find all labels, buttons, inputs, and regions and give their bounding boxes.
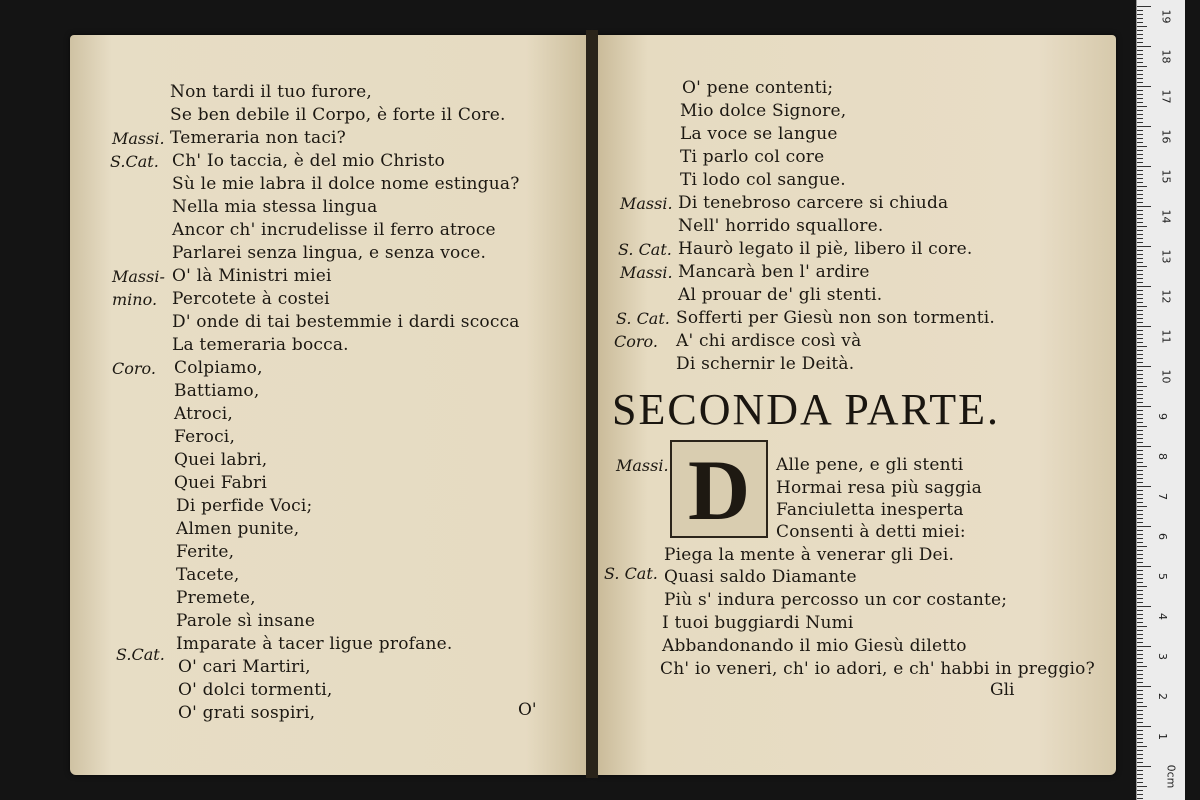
- verse-line: Al prouar de' gli stenti.: [678, 285, 883, 305]
- ruler-tick: [1137, 714, 1143, 715]
- ruler-tick: [1137, 426, 1147, 427]
- ruler-tick: [1137, 106, 1147, 107]
- ruler-tick: [1137, 778, 1143, 779]
- verse-line: Colpiamo,: [174, 358, 263, 378]
- ruler-number: 16: [1159, 129, 1173, 144]
- ruler-number: 9: [1156, 413, 1169, 420]
- ruler-tick: [1137, 730, 1143, 731]
- ruler-tick: [1137, 754, 1143, 755]
- verse-line: Piega la mente à venerar gli Dei.: [664, 545, 955, 565]
- ruler-tick: [1137, 30, 1143, 31]
- ruler-tick: [1137, 686, 1151, 687]
- ruler-tick: [1137, 234, 1143, 235]
- ruler-tick: [1137, 498, 1143, 499]
- ruler-tick: [1137, 630, 1143, 631]
- ruler-tick: [1137, 690, 1143, 691]
- ruler-tick: [1137, 326, 1151, 327]
- ruler-tick: [1137, 258, 1143, 259]
- ruler-tick: [1137, 666, 1147, 667]
- ruler-tick: [1137, 702, 1143, 703]
- ruler-tick: [1137, 254, 1143, 255]
- ruler-tick: [1137, 502, 1143, 503]
- ruler-number: 7: [1156, 493, 1169, 500]
- ruler-tick: [1137, 294, 1143, 295]
- ruler-tick: [1137, 794, 1143, 795]
- ruler-tick: [1137, 634, 1143, 635]
- ruler-tick: [1137, 534, 1143, 535]
- ruler-tick: [1137, 550, 1143, 551]
- ruler-tick: [1137, 790, 1143, 791]
- ruler-tick: [1137, 418, 1143, 419]
- speaker-label: S.Cat.: [116, 645, 165, 664]
- verse-line: Hormai resa più saggia: [776, 478, 983, 498]
- ruler-tick: [1137, 738, 1143, 739]
- ruler-tick: [1137, 342, 1143, 343]
- ruler-tick: [1137, 774, 1143, 775]
- ruler-tick: [1137, 370, 1143, 371]
- ruler-tick: [1137, 582, 1143, 583]
- ruler-tick: [1137, 350, 1143, 351]
- ruler-tick: [1137, 394, 1143, 395]
- ruler-tick: [1137, 462, 1143, 463]
- verse-line: A' chi ardisce così và: [676, 331, 862, 351]
- ruler-number: 12: [1159, 289, 1173, 304]
- ruler-tick: [1137, 214, 1143, 215]
- ruler-tick: [1137, 670, 1143, 671]
- ruler-number: 3: [1156, 653, 1169, 660]
- ruler-tick: [1137, 314, 1143, 315]
- ruler-tick: [1137, 762, 1143, 763]
- ruler-tick: [1137, 398, 1143, 399]
- ruler-number: 2: [1156, 693, 1169, 700]
- ruler-tick: [1137, 422, 1143, 423]
- ruler-tick: [1137, 138, 1143, 139]
- speaker-label: Coro.: [112, 359, 156, 378]
- ruler-tick: [1137, 458, 1143, 459]
- ruler-tick: [1137, 222, 1143, 223]
- verse-line: Parole sì insane: [176, 611, 316, 631]
- ruler-tick: [1137, 766, 1151, 767]
- ruler-number: 17: [1159, 89, 1173, 104]
- speaker-label: S. Cat.: [616, 309, 670, 328]
- ruler-tick: [1137, 118, 1143, 119]
- ruler-tick: [1137, 38, 1143, 39]
- ruler-tick: [1137, 390, 1143, 391]
- verse-line: Ti parlo col core: [680, 147, 825, 167]
- verse-line: Se ben debile il Corpo, è forte il Core.: [170, 105, 506, 125]
- speaker-label: S. Cat.: [604, 564, 658, 583]
- ruler-tick: [1137, 146, 1147, 147]
- ruler-tick: [1137, 142, 1143, 143]
- verse-line: Alle pene, e gli stenti: [776, 455, 964, 475]
- verse-line: La voce se langue: [680, 124, 838, 144]
- ruler-tick: [1137, 798, 1143, 799]
- verse-line: Sù le mie labra il dolce nome estingua?: [172, 174, 520, 194]
- ruler-tick: [1137, 154, 1143, 155]
- ruler-tick: [1137, 250, 1143, 251]
- ruler-tick: [1137, 622, 1143, 623]
- ruler-tick: [1137, 770, 1143, 771]
- ruler-tick: [1137, 610, 1143, 611]
- ruler-tick: [1137, 366, 1151, 367]
- verse-line: O' là Ministri miei: [172, 266, 332, 286]
- ruler-tick: [1137, 70, 1143, 71]
- ruler-tick: [1137, 282, 1143, 283]
- ruler-tick: [1137, 262, 1143, 263]
- ruler-tick: [1137, 62, 1143, 63]
- ruler-number: 4: [1156, 613, 1169, 620]
- ruler-tick: [1137, 22, 1143, 23]
- verse-line: Parlarei senza lingua, e senza voce.: [172, 243, 487, 263]
- ruler-tick: [1137, 678, 1143, 679]
- ruler-tick: [1137, 718, 1143, 719]
- ruler-number: 14: [1159, 209, 1173, 224]
- ruler-tick: [1137, 374, 1143, 375]
- verse-line: Ancor ch' incrudelisse il ferro atroce: [172, 220, 496, 240]
- verse-line: Mancarà ben l' ardire: [678, 262, 870, 282]
- ruler-tick: [1137, 266, 1147, 267]
- verse-line: Consenti à detti miei:: [776, 522, 966, 542]
- ruler-tick: [1137, 750, 1143, 751]
- ruler-tick: [1137, 334, 1143, 335]
- ruler-tick: [1137, 414, 1143, 415]
- ruler-tick: [1137, 578, 1143, 579]
- verse-line: Premete,: [176, 588, 256, 608]
- ruler-tick: [1137, 170, 1143, 171]
- ruler-tick: [1137, 318, 1143, 319]
- ruler-tick: [1137, 438, 1143, 439]
- verse-line: Nell' horrido squallore.: [678, 216, 884, 236]
- speaker-label: S.Cat.: [110, 152, 159, 171]
- verse-line: Nella mia stessa lingua: [172, 197, 378, 217]
- ruler-tick: [1137, 134, 1143, 135]
- ruler-tick: [1137, 186, 1147, 187]
- verse-line: Mio dolce Signore,: [680, 101, 847, 121]
- ruler-tick: [1137, 642, 1143, 643]
- verse-line: Almen punite,: [176, 519, 300, 539]
- ruler-tick: [1137, 470, 1143, 471]
- ruler-tick: [1137, 158, 1143, 159]
- ruler-tick: [1137, 50, 1143, 51]
- ruler-tick: [1137, 290, 1143, 291]
- ruler-tick: [1137, 246, 1151, 247]
- verse-line: Ti lodo col sangue.: [680, 170, 846, 190]
- ruler-tick: [1137, 490, 1143, 491]
- ruler-tick: [1137, 486, 1151, 487]
- ruler-tick: [1137, 182, 1143, 183]
- section-heading: SECONDA PARTE.: [612, 385, 1001, 434]
- ruler-tick: [1137, 466, 1147, 467]
- ruler-tick: [1137, 706, 1147, 707]
- verse-line: Ch' Io taccia, è del mio Christo: [172, 151, 445, 171]
- ruler-tick: [1137, 434, 1143, 435]
- ruler-tick: [1137, 98, 1143, 99]
- ruler-tick: [1137, 698, 1143, 699]
- ruler-number: 8: [1156, 453, 1169, 460]
- ruler-tick: [1137, 566, 1151, 567]
- ruler-number: 5: [1156, 573, 1169, 580]
- ruler-tick: [1137, 638, 1143, 639]
- ruler-tick: [1137, 6, 1151, 7]
- ruler-tick: [1137, 94, 1143, 95]
- ruler-tick: [1137, 786, 1147, 787]
- ruler-tick: [1137, 202, 1143, 203]
- speaker-label: S. Cat.: [618, 240, 672, 259]
- ruler-tick: [1137, 382, 1143, 383]
- speaker-label: Massi.: [620, 263, 673, 282]
- ruler-tick: [1137, 590, 1143, 591]
- ruler-tick: [1137, 242, 1143, 243]
- ruler-tick: [1137, 554, 1143, 555]
- ruler-tick: [1137, 194, 1143, 195]
- ruler-tick: [1137, 474, 1143, 475]
- ruler-tick: [1137, 378, 1143, 379]
- ruler-tick: [1137, 110, 1143, 111]
- ruler-tick: [1137, 626, 1147, 627]
- ruler-tick: [1137, 674, 1143, 675]
- ruler-tick: [1137, 354, 1143, 355]
- ruler-tick: [1137, 758, 1143, 759]
- ruler-number: 0cm: [1164, 764, 1178, 789]
- ruler-tick: [1137, 518, 1143, 519]
- ruler-tick: [1137, 406, 1151, 407]
- ruler-tick: [1137, 618, 1143, 619]
- verse-line: O' pene contenti;: [682, 78, 834, 98]
- verse-line: D' onde di tai bestemmie i dardi scocca: [172, 312, 520, 332]
- ruler-tick: [1137, 662, 1143, 663]
- ruler-tick: [1137, 346, 1147, 347]
- ruler-tick: [1137, 274, 1143, 275]
- ruler-tick: [1137, 606, 1151, 607]
- ruler-tick: [1137, 18, 1143, 19]
- ruler-tick: [1137, 782, 1143, 783]
- ruler-tick: [1137, 286, 1151, 287]
- verse-line: Non tardi il tuo furore,: [170, 82, 372, 102]
- verse-line: Battiamo,: [174, 381, 260, 401]
- ruler-tick: [1137, 726, 1151, 727]
- ruler-tick: [1137, 66, 1147, 67]
- ruler-tick: [1137, 210, 1143, 211]
- ruler-number: 18: [1159, 49, 1173, 64]
- ruler-tick: [1137, 10, 1143, 11]
- ruler-tick: [1137, 562, 1143, 563]
- ruler-tick: [1137, 526, 1151, 527]
- ruler-tick: [1137, 494, 1143, 495]
- ruler-number: 6: [1156, 533, 1169, 540]
- ruler-tick: [1137, 742, 1143, 743]
- verse-line: O' cari Martiri,: [178, 657, 311, 677]
- ruler-tick: [1137, 734, 1143, 735]
- ruler-tick: [1137, 166, 1151, 167]
- ruler-tick: [1137, 126, 1151, 127]
- ruler-tick: [1137, 226, 1147, 227]
- verse-line: Quei labri,: [174, 450, 268, 470]
- verse-line: Fanciuletta inesperta: [776, 500, 964, 520]
- ruler-tick: [1137, 510, 1143, 511]
- ruler-tick: [1137, 682, 1143, 683]
- ruler-tick: [1137, 362, 1143, 363]
- book-gutter: [586, 30, 598, 778]
- verse-line: O' dolci tormenti,: [178, 680, 333, 700]
- verse-line: Ferite,: [176, 542, 235, 562]
- ruler-tick: [1137, 230, 1143, 231]
- ruler-tick: [1137, 530, 1143, 531]
- ruler-tick: [1137, 86, 1151, 87]
- ruler-tick: [1137, 574, 1143, 575]
- ruler-tick: [1137, 542, 1143, 543]
- speaker-label: mino.: [112, 290, 158, 309]
- ruler-tick: [1137, 162, 1143, 163]
- ruler-tick: [1137, 34, 1143, 35]
- verse-line: Tacete,: [176, 565, 240, 585]
- ruler-tick: [1137, 102, 1143, 103]
- measuring-ruler: [1136, 0, 1185, 800]
- ruler-tick: [1137, 298, 1143, 299]
- ruler-tick: [1137, 42, 1143, 43]
- ruler-number: 19: [1159, 9, 1173, 24]
- ruler-tick: [1137, 130, 1143, 131]
- verse-line: Di tenebroso carcere si chiuda: [678, 193, 949, 213]
- verse-line: Haurò legato il piè, libero il core.: [678, 239, 973, 259]
- ruler-tick: [1137, 150, 1143, 151]
- ruler-tick: [1137, 506, 1147, 507]
- verse-line: Ch' io veneri, ch' io adori, e ch' habbi in preggio?: [660, 659, 1095, 679]
- ruler-tick: [1137, 322, 1143, 323]
- ruler-number: 1: [1156, 733, 1169, 740]
- verse-line: I tuoi buggiardi Numi: [662, 613, 854, 633]
- ruler-tick: [1137, 654, 1143, 655]
- ruler-tick: [1137, 278, 1143, 279]
- ruler-tick: [1137, 122, 1143, 123]
- ruler-tick: [1137, 310, 1143, 311]
- verse-line: Percotete à costei: [172, 289, 330, 309]
- ruler-tick: [1137, 386, 1147, 387]
- ruler-tick: [1137, 306, 1147, 307]
- ruler-tick: [1137, 26, 1147, 27]
- ruler-tick: [1137, 514, 1143, 515]
- verse-line: Di perfide Voci;: [176, 496, 313, 516]
- verse-line: Quei Fabri: [174, 473, 268, 493]
- catchword: O': [518, 700, 537, 720]
- ruler-tick: [1137, 570, 1143, 571]
- ruler-tick: [1137, 546, 1147, 547]
- ruler-tick: [1137, 178, 1143, 179]
- ruler-tick: [1137, 410, 1143, 411]
- ruler-tick: [1137, 694, 1143, 695]
- speaker-label: Coro.: [614, 332, 658, 351]
- verse-line: La temeraria bocca.: [172, 335, 349, 355]
- ruler-tick: [1137, 338, 1143, 339]
- verse-line: Imparate à tacer ligue profane.: [176, 634, 453, 654]
- verse-line: Sofferti per Giesù non son tormenti.: [676, 308, 995, 328]
- ruler-tick: [1137, 270, 1143, 271]
- ruler-tick: [1137, 82, 1143, 83]
- ruler-tick: [1137, 710, 1143, 711]
- ruler-tick: [1137, 454, 1143, 455]
- ruler-tick: [1137, 330, 1143, 331]
- verse-line: Feroci,: [174, 427, 236, 447]
- ruler-tick: [1137, 198, 1143, 199]
- ruler-tick: [1137, 446, 1151, 447]
- ruler-tick: [1137, 74, 1143, 75]
- ruler-tick: [1137, 746, 1147, 747]
- ruler-tick: [1137, 206, 1151, 207]
- initial-letter: D: [687, 442, 751, 538]
- ruler-tick: [1137, 602, 1143, 603]
- speaker-label: Massi-: [112, 267, 165, 286]
- verse-line: O' grati sospiri,: [178, 703, 316, 723]
- ruler-tick: [1137, 358, 1143, 359]
- ruler-tick: [1137, 190, 1143, 191]
- ruler-tick: [1137, 650, 1143, 651]
- ruler-tick: [1137, 522, 1143, 523]
- ruler-tick: [1137, 538, 1143, 539]
- ruler-tick: [1137, 482, 1143, 483]
- ruler-tick: [1137, 402, 1143, 403]
- ruler-tick: [1137, 302, 1143, 303]
- ruler-number: 10: [1159, 369, 1173, 384]
- ruler-number: 13: [1159, 249, 1173, 264]
- ruler-tick: [1137, 450, 1143, 451]
- catchword: Gli: [990, 680, 1015, 700]
- ruler-tick: [1137, 174, 1143, 175]
- speaker-label: Massi.: [620, 194, 673, 213]
- ruler-tick: [1137, 218, 1143, 219]
- ruler-tick: [1137, 14, 1143, 15]
- verse-line: Più s' indura percosso un cor costante;: [664, 590, 1008, 610]
- ruler-tick: [1137, 90, 1143, 91]
- decorated-initial: [670, 440, 768, 538]
- ruler-tick: [1137, 58, 1143, 59]
- ruler-tick: [1137, 46, 1151, 47]
- speaker-label: Massi.: [616, 456, 669, 475]
- verse-line: Abbandonando il mio Giesù diletto: [662, 636, 967, 656]
- ruler-tick: [1137, 598, 1143, 599]
- verse-line: Di schernir le Deità.: [676, 354, 855, 374]
- ruler-tick: [1137, 646, 1151, 647]
- ruler-number: 15: [1159, 169, 1173, 184]
- ruler-tick: [1137, 614, 1143, 615]
- ruler-tick: [1137, 442, 1143, 443]
- ruler-number: 11: [1159, 329, 1173, 344]
- ruler-tick: [1137, 594, 1143, 595]
- ruler-tick: [1137, 114, 1143, 115]
- ruler-tick: [1137, 558, 1143, 559]
- ruler-tick: [1137, 478, 1143, 479]
- ruler-tick: [1137, 722, 1143, 723]
- ruler-tick: [1137, 78, 1143, 79]
- ruler-tick: [1137, 586, 1147, 587]
- verse-line: Atroci,: [174, 404, 233, 424]
- ruler-tick: [1137, 430, 1143, 431]
- ruler-tick: [1137, 238, 1143, 239]
- ruler-tick: [1137, 54, 1143, 55]
- ruler-tick: [1137, 658, 1143, 659]
- verse-line: Temeraria non taci?: [170, 128, 346, 148]
- verse-line: Quasi saldo Diamante: [664, 567, 857, 587]
- speaker-label: Massi.: [112, 129, 165, 148]
